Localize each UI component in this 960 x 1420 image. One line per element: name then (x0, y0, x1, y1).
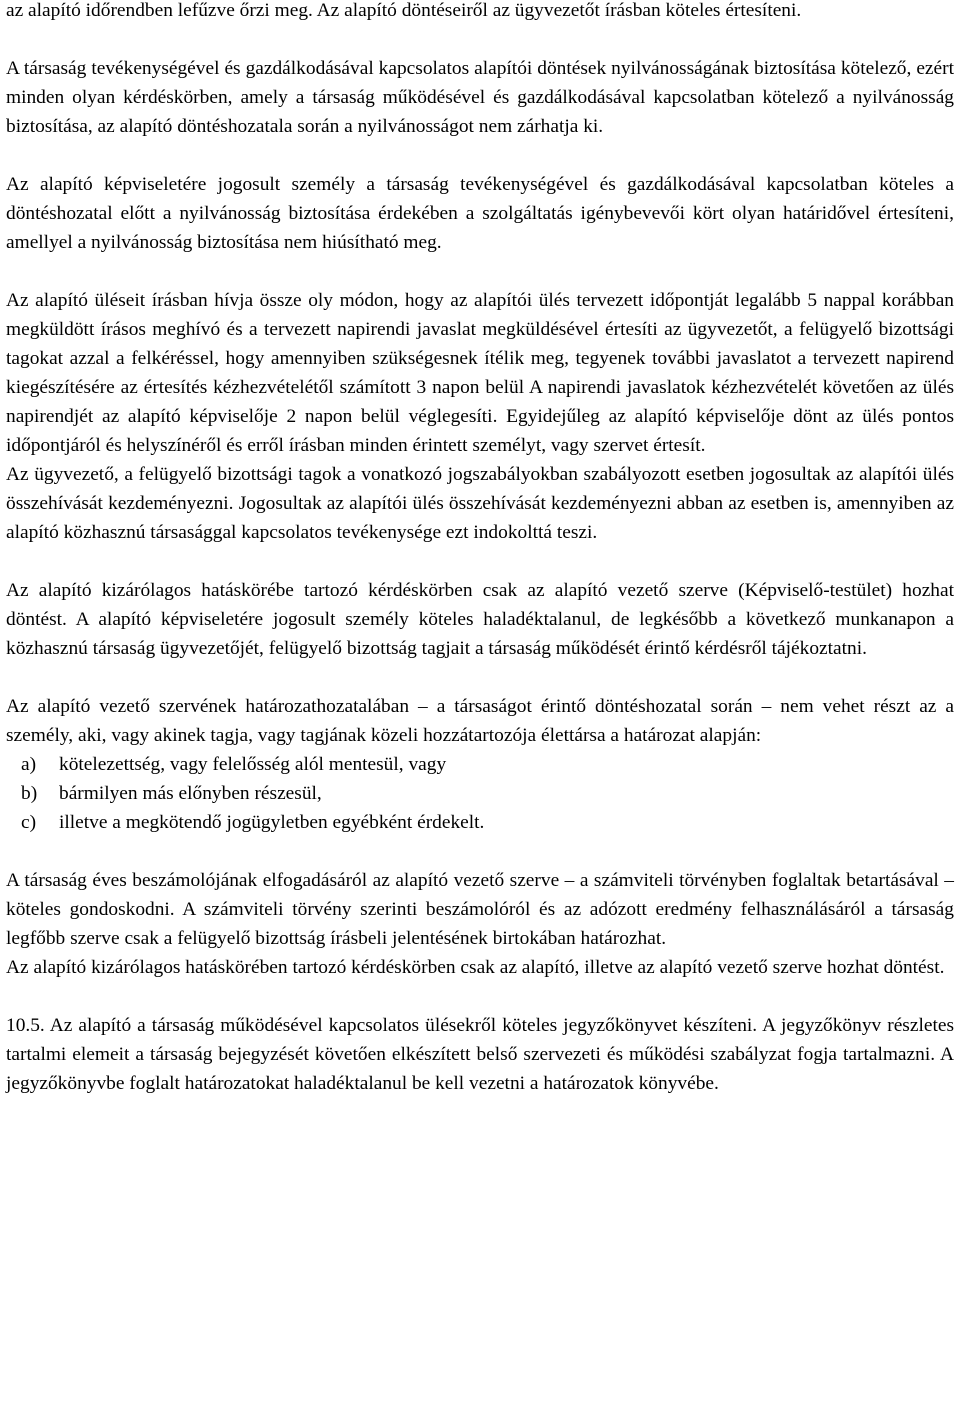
list-item-marker: c) (21, 812, 37, 833)
paragraph-exclusive-decision: Az alapító kizárólagos hatáskörében tartozó kérdéskörben csak az alapító, illetve az alapító vezető szerve hozhat döntést. (6, 957, 945, 978)
paragraph-annual-report: A társaság éves beszámolójának elfogadásáról az alapító vezető szerve – a számviteli törvényben foglaltak betartásával – köteles gondoskodni. A számviteli törvény szerinti beszámolóról és az adózott eredmény felhasználásáról a társaság legfőbb szerve csak a felügyelő bizottság írásbeli jelentésének birtokában határozhat. (6, 870, 954, 949)
list-item-marker: a) (21, 754, 37, 775)
paragraph-publicity-requirement: A társaság tevékenységével és gazdálkodásával kapcsolatos alapítói döntések nyilvánosságának biztosítása kötelező, ezért minden olyan kérdéskörben, amely a társaság működésével és gazdálkodásával kapcsolatban kötelező a nyilvánosság biztosítása, az alapító döntéshozatala során a nyilvánosságot nem zárhatja ki. (6, 58, 954, 137)
paragraph-exclusive-competence: Az alapító kizárólagos hatáskörébe tartozó kérdéskörben csak az alapító vezető szerve (Képviselő-testület) hozhat döntést. A alapító képviseletére jogosult személy köteles haladéktalanul, de legkésőbb a következő munkanapon a közhasznú társaság ügyvezetőjét, felügyelő bizottság tagjait a társaság működését érintő kérdésről tájékoztatni. (6, 580, 954, 659)
paragraph-meeting-convocation: Az alapító üléseit írásban hívja össze oly módon, hogy az alapítói ülés tervezett időpontját legalább 5 nappal korábban megküldött írásos meghívó és a tervezett napirendi javaslat megküldésével értesíti az ügyvezetőt, a felügyelő bizottsági tagokat azzal a felkéréssel, hogy amennyiben szükségesnek ítélik meg, tegyenek további javaslatot a tervezett napirend kiegészítésére az értesítés kézhezvételétől számított 3 napon belül A napirendi javaslatok kézhezvételét követően az ülés napirendjét az alapító képviselője 2 napon belül véglegesíti. Egyidejűleg az alapító képviselője dönt az ülés pontos időpontjáról és helyszínéről és erről írásban minden érintett személyt, vagy szervet értesít. (6, 290, 954, 456)
list-item-text: bármilyen más előnyben részesül, (59, 783, 322, 804)
list-item (21, 779, 954, 808)
list-item-text: illetve a megkötendő jogügyletben egyébként érdekelt. (59, 812, 485, 833)
list-item-marker: b) (21, 783, 38, 804)
conflict-list (6, 750, 954, 837)
list-item (21, 750, 954, 779)
paragraph-meeting-initiation: Az ügyvezető, a felügyelő bizottsági tagok a vonatkozó jogszabályokban szabályozott esetben jogosultak az alapítói ülés összehívását kezdeményezni. Jogosultak az alapítói ülés összehívását kezdeményezni abban az esetben is, amennyiben az alapító közhasznú társasággal kapcsolatos tevékenysége ezt indokolttá teszi. (6, 464, 954, 543)
list-item (21, 808, 954, 837)
paragraph-representative-notification: Az alapító képviseletére jogosult személy a társaság tevékenységével és gazdálkodásával kapcsolatban köteles a döntéshozatal előtt a nyilvánosság biztosítása érdekében a szolgáltatás igénybevevői kört olyan határidővel értesíteni, amellyel a nyilvánosság biztosítása nem hiúsítható meg. (6, 174, 954, 253)
paragraph-conflict-of-interest: Az alapító vezető szervének határozathozatalában – a társaságot érintő döntéshozatal során – nem vehet részt az a személy, aki, vagy akinek tagja, vagy tagjának közeli hozzátartozója élettársa a határozat alapján: (6, 696, 954, 746)
paragraph-minutes-section-10-5: 10.5. Az alapító a társaság működésével kapcsolatos ülésekről köteles jegyzőkönyvet készíteni. A jegyzőkönyv részletes tartalmi elemeit a társaság bejegyzését követően elkészített belső szervezeti és működési szabályzat fogja tartalmazni. A jegyzőkönyvbe foglalt határozatokat haladéktalanul be kell vezetni a határozatok könyvébe. (6, 1015, 954, 1094)
document-page (6, 0, 954, 1098)
paragraph-decisions-filed: az alapító időrendben lefűzve őrzi meg. Az alapító döntéseiről az ügyvezetőt írásban köteles értesíteni. (6, 0, 802, 21)
list-item-text: kötelezettség, vagy felelősség alól mentesül, vagy (59, 754, 447, 775)
